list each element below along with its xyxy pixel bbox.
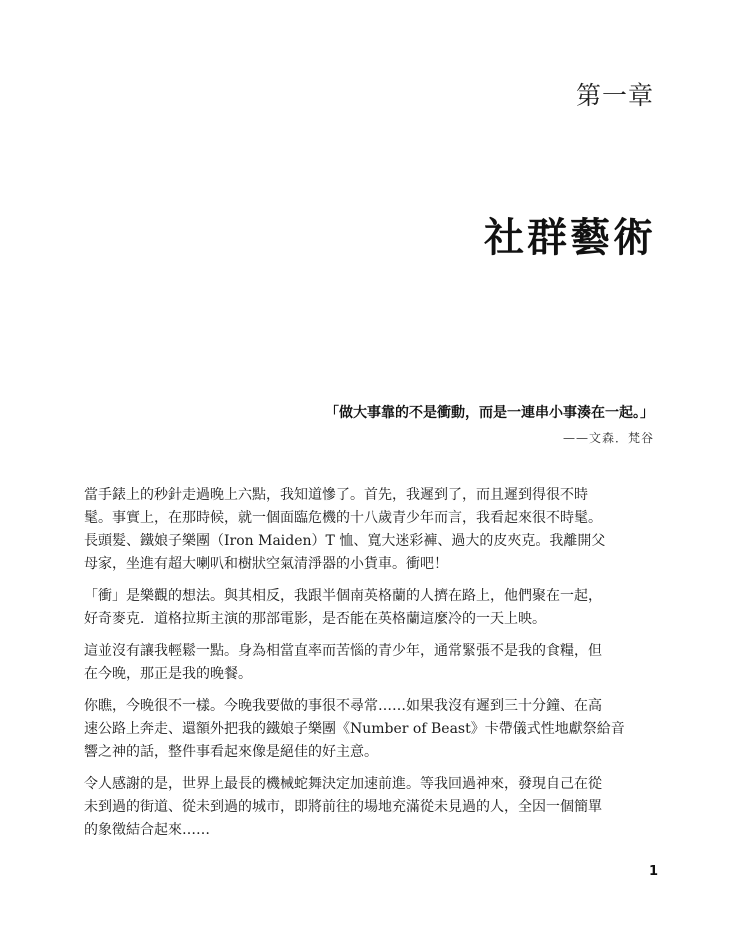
text-line: 髦。事實上，在那時候，就一個面臨危機的十八歲青少年而言，我看起來很不時髦。 — [84, 510, 602, 526]
paragraph — [84, 773, 668, 842]
body-text — [84, 484, 668, 851]
text-line: 「衝」是樂觀的想法。與其相反，我跟半個南英格蘭的人擠在路上，他們聚在一起， — [84, 588, 602, 604]
text-line: 好奇麥克．道格拉斯主演的那部電影，是否能在英格蘭這麼冷的一天上映。 — [84, 611, 546, 627]
text-line: 在今晚，那正是我的晚餐。 — [84, 666, 252, 682]
paragraph — [84, 585, 668, 631]
text-line: 母家，坐進有超大喇叭和樹狀空氣清淨器的小貨車。衝吧！ — [84, 556, 448, 572]
text-line: 的象徵結合起來…… — [84, 822, 210, 838]
text-line: 令人感謝的是，世界上最長的機械蛇舞決定加速前進。等我回過神來，發現自己在從 — [84, 776, 602, 792]
text-line: 當手錶上的秒針走過晚上六點，我知道慘了。首先，我遲到了，而且遲到得很不時 — [84, 487, 588, 503]
paragraph — [84, 640, 668, 686]
chapter-title: 社群藝術 — [484, 215, 656, 261]
text-line: 這並沒有讓我輕鬆一點。身為相當直率而苦惱的青少年，通常緊張不是我的食糧，但 — [84, 643, 602, 659]
text-line: 長頭髮、鐵娘子樂團（Iron Maiden）T 恤、寬大迷彩褲、過大的皮夾克。我離開父 — [84, 533, 606, 549]
paragraph — [84, 484, 668, 576]
paragraph — [84, 695, 668, 764]
epigraph-quote: 「做大事靠的不是衝動，而是一連串小事湊在一起。」 — [325, 405, 654, 421]
text-line: 速公路上奔走、還額外把我的鐵娘子樂團《Number of Beast》卡帶儀式性地獻祭給音 — [84, 721, 625, 737]
text-line: 你瞧，今晚很不一樣。今晚我要做的事很不尋常……如果我沒有遲到三十分鐘、在高 — [84, 698, 602, 714]
text-line: 響之神的話，整件事看起來像是絕佳的好主意。 — [84, 744, 378, 760]
page-number: 1 — [648, 864, 658, 879]
epigraph-attribution: ——文森．梵谷 — [562, 431, 654, 445]
chapter-number: 第一章 — [575, 81, 654, 110]
text-line: 未到過的街道、從未到過的城市，即將前往的場地充滿從未見過的人，全因一個簡單 — [84, 799, 602, 815]
